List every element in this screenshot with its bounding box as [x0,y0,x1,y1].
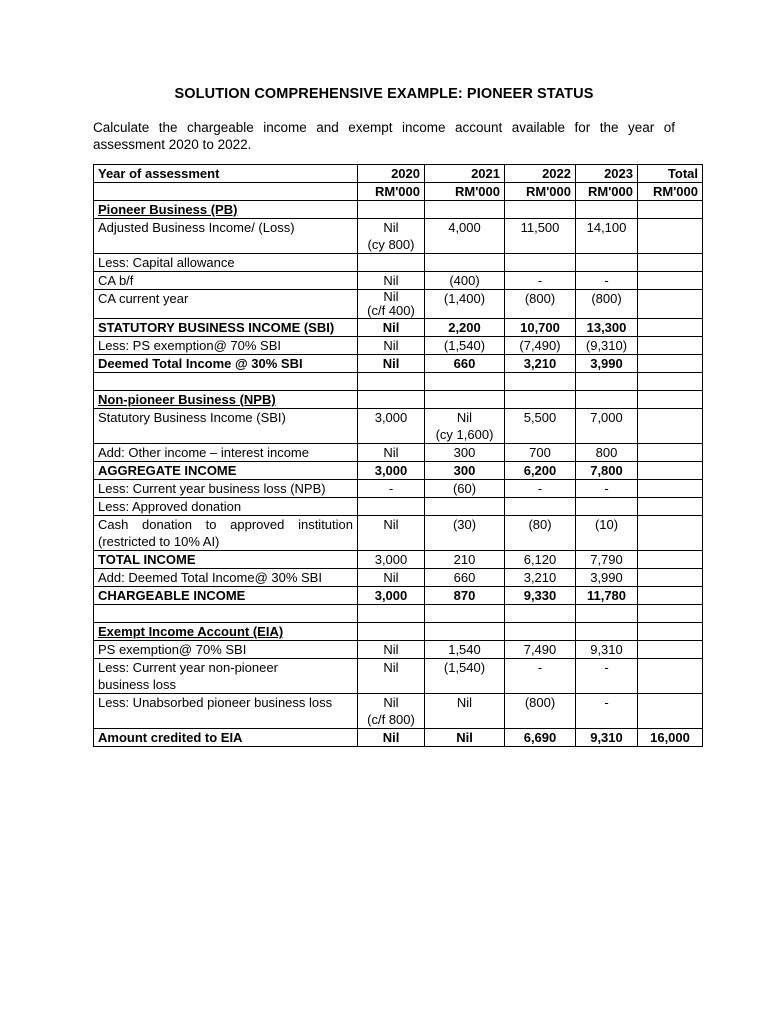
row-label: Adjusted Business Income/ (Loss) [94,219,358,254]
row-label: PS exemption@ 70% SBI [94,641,358,659]
table-row: AGGREGATE INCOME 3,000 300 6,200 7,800 [94,462,703,480]
row-label: Less: Capital allowance [94,254,358,272]
page-title: SOLUTION COMPREHENSIVE EXAMPLE: PIONEER STATUS [174,86,594,102]
table-row: CA current year Nil (c/f 400) (1,400) (800) (800) [94,290,703,319]
table-row [94,165,703,183]
unit-2022: RM'000 [505,183,576,201]
table-row: Less: PS exemption@ 70% SBI Nil (1,540) (7,490) (9,310) [94,337,703,355]
row-label: Deemed Total Income @ 30% SBI [94,355,358,373]
row-label: Amount credited to EIA [94,729,358,747]
row-label: Less: PS exemption@ 70% SBI [94,337,358,355]
year-2020: 2020 [358,165,425,183]
table-row [94,254,703,272]
row-label: TOTAL INCOME [94,551,358,569]
table-row [94,391,703,409]
table-row: Statutory Business Income (SBI) 3,000 Nil (cy 1,600) 5,500 7,000 [94,409,703,444]
table-row: Deemed Total Income @ 30% SBI Nil 660 3,210 3,990 [94,355,703,373]
unit-2023: RM'000 [576,183,638,201]
row-label: Statutory Business Income (SBI) [94,409,358,444]
table-row: Add: Deemed Total Income@ 30% SBI Nil 660 3,210 3,990 [94,569,703,587]
table-row: CHARGEABLE INCOME 3,000 870 9,330 11,780 [94,587,703,605]
row-label: CA b/f [94,272,358,290]
year-2023: 2023 [576,165,638,183]
unit-2021: RM'000 [425,183,505,201]
table-row: Add: Other income – interest income Nil 300 700 800 [94,444,703,462]
table-row [94,623,703,641]
table-row: STATUTORY BUSINESS INCOME (SBI) Nil 2,200 10,700 13,300 [94,319,703,337]
year-2021: 2021 [425,165,505,183]
year-2022: 2022 [505,165,576,183]
row-label: STATUTORY BUSINESS INCOME (SBI) [94,319,358,337]
table-row: Less: Current year non-pioneer business loss Nil (1,540) - - [94,659,703,694]
row-label: Cash donation to approved institution (restricted to 10% AI) [94,516,358,551]
section-heading: Exempt Income Account (EIA) [94,623,358,641]
tax-computation-table [93,164,703,747]
table-row: Amount credited to EIA Nil Nil 6,690 9,310 16,000 [94,729,703,747]
row-label: Less: Current year non-pioneer business loss [94,659,358,694]
table-row: Less: Unabsorbed pioneer business loss Nil (c/f 800) Nil (800) - [94,694,703,729]
year-total: Total [638,165,703,183]
table-row: TOTAL INCOME 3,000 210 6,120 7,790 [94,551,703,569]
table-row [94,201,703,219]
row-label: Add: Other income – interest income [94,444,358,462]
row-label: CHARGEABLE INCOME [94,587,358,605]
table-row [94,605,703,623]
eia-total: 16,000 [638,729,703,747]
row-label: Less: Approved donation [94,498,358,516]
unit-total: RM'000 [638,183,703,201]
section-heading: Non-pioneer Business (NPB) [94,391,358,409]
row-label: CA current year [94,290,358,319]
table-row: PS exemption@ 70% SBI Nil 1,540 7,490 9,310 [94,641,703,659]
table-row: Less: Current year business loss (NPB) - (60) - - [94,480,703,498]
section-heading: Pioneer Business (PB) [94,201,358,219]
table-row [94,498,703,516]
row-label: Less: Unabsorbed pioneer business loss [94,694,358,729]
table-row: CA b/f Nil (400) - - [94,272,703,290]
row-label: Less: Current year business loss (NPB) [94,480,358,498]
table-row [94,373,703,391]
table-row [94,183,703,201]
table-row: Adjusted Business Income/ (Loss) Nil (cy 800) 4,000 11,500 14,100 [94,219,703,254]
row-label: Add: Deemed Total Income@ 30% SBI [94,569,358,587]
unit-2020: RM'000 [358,183,425,201]
table-row: Cash donation to approved institution (restricted to 10% AI) Nil (30) (80) (10) [94,516,703,551]
row-label: AGGREGATE INCOME [94,462,358,480]
intro-text: Calculate the chargeable income and exempt income account available for the year of assessment 2020 to 2022. [93,120,675,152]
header-label: Year of assessment [94,165,358,183]
